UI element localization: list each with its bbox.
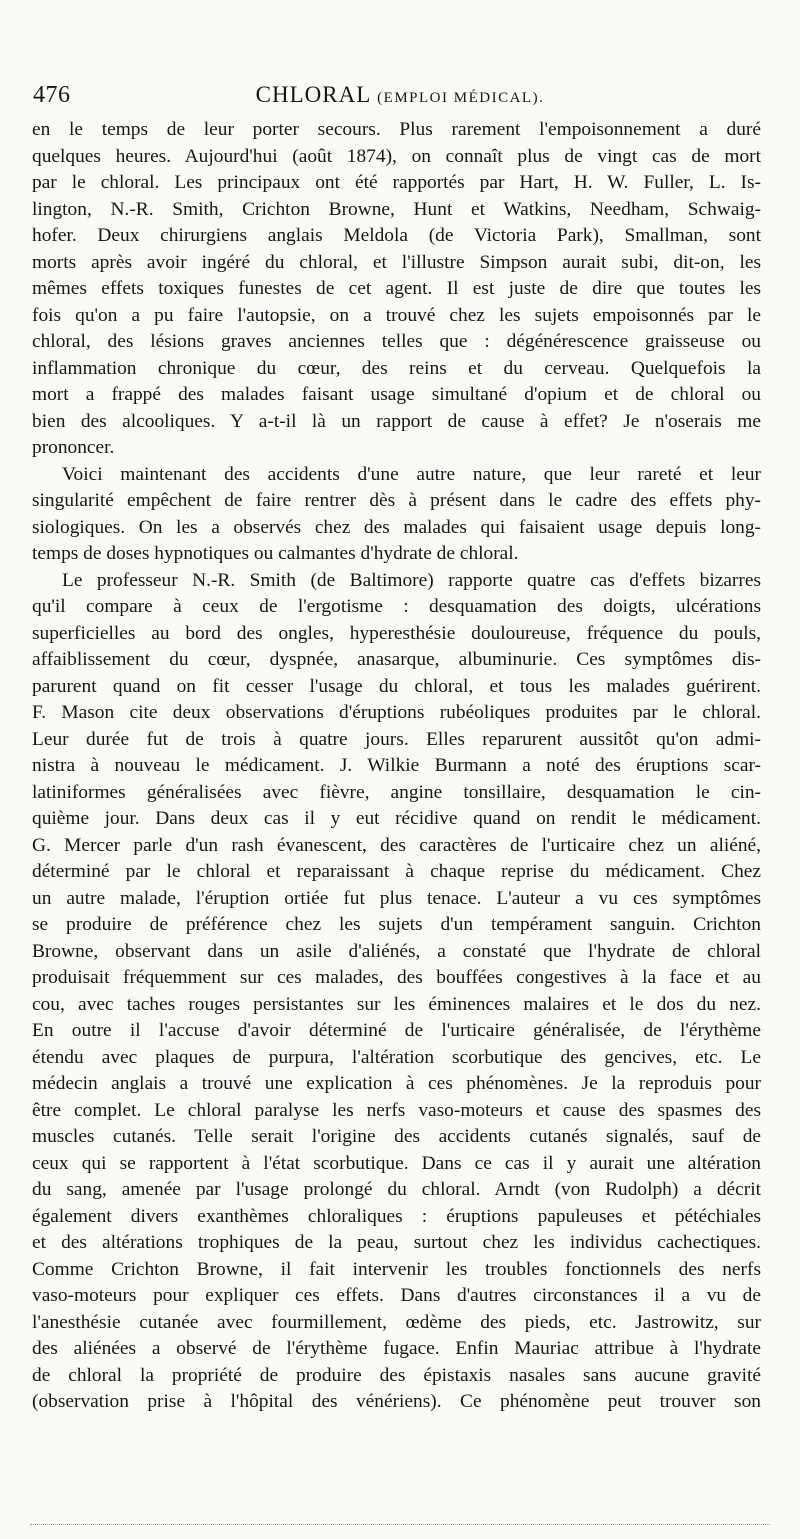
text-line: être complet. Le chloral paralyse les nerfs vaso-moteurs et cause des spasmes des xyxy=(32,1099,761,1121)
text-line: du sang, amenée par l'usage prolongé du chloral. Arndt (von Rudolph) a décrit xyxy=(32,1179,761,1200)
text-line: étendu avec plaques de purpura, l'altération scorbutique des gencives, etc. Le xyxy=(32,1046,761,1068)
text-line: par le chloral. Les principaux ont été rapportés par Hart, H. W. Fuller, L. Is- xyxy=(32,172,761,193)
text-line: Comme Crichton Browne, il fait intervenir les troubles fonctionnels des nerfs xyxy=(32,1258,761,1280)
text-line: muscles cutanés. Telle serait l'origine des accidents cutanés signalés, sauf de xyxy=(32,1126,761,1147)
text-line: l'anesthésie cutanée avec fourmillement, œdème des pieds, etc. Jastrowitz, sur xyxy=(32,1311,761,1333)
text-line: Voici maintenant des accidents d'une autre nature, que leur rareté et leur xyxy=(62,463,761,485)
text-line: (observation prise à l'hôpital des vénériens). Ce phénomène peut trouver son xyxy=(32,1391,761,1412)
text-line: quelques heures. Aujourd'hui (août 1874), on connaît plus de vingt cas de mort xyxy=(32,145,761,167)
text-line: et des altérations trophiques de la peau, surtout chez les individus cachectiques. xyxy=(32,1232,761,1253)
text-line: nistra à nouveau le médicament. J. Wilkie Burmann a noté des éruptions scar- xyxy=(32,755,761,776)
text-line: hofer. Deux chirurgiens anglais Meldola (de Victoria Park), Smallman, sont xyxy=(32,225,761,246)
paragraph xyxy=(32,568,761,1416)
running-title-main: CHLORAL xyxy=(255,82,371,107)
text-line: bien des alcooliques. Y a-t-il là un rapport de cause à effet? Je n'oserais me xyxy=(32,410,761,432)
text-line: également divers exanthèmes chloraliques : éruptions papuleuses et pétéchiales xyxy=(32,1205,761,1227)
body-text xyxy=(32,117,761,1416)
text-line: inflammation chronique du cœur, des reins et du cerveau. Quelquefois la xyxy=(32,357,761,379)
text-line: parurent quand on fit cesser l'usage du chloral, et tous les malades guérirent. xyxy=(32,675,761,697)
running-title-subtitle: (EMPLOI MÉDICAL). xyxy=(377,90,545,106)
text-line: siologiques. On les a observés chez des malades qui faisaient usage depuis long- xyxy=(32,516,761,538)
text-line: des aliénées a observé de l'érythème fugace. Enfin Mauriac attribue à l'hydrate xyxy=(32,1338,761,1359)
text-line: morts après avoir ingéré du chloral, et l'illustre Simpson aurait subi, dit-on, les xyxy=(32,251,761,273)
text-line: superficielles au bord des ongles, hyperesthésie douloureuse, fréquence du pouls, xyxy=(32,622,761,644)
text-line: ceux qui se rapportent à l'état scorbutique. Dans ce cas il y aurait une altération xyxy=(32,1152,761,1174)
text-line: chloral, des lésions graves anciennes telles que : dégénérescence graisseuse ou xyxy=(32,331,761,352)
text-line: temps de doses hypnotiques ou calmantes d'hydrate de chloral. xyxy=(32,543,519,564)
text-line: vaso-moteurs pour expliquer ces effets. Dans d'autres circonstances il a vu de xyxy=(32,1285,761,1306)
text-line: déterminé par le chloral et reparaissant à chaque reprise du médicament. Chez xyxy=(32,861,761,882)
text-line: G. Mercer parle d'un rash évanescent, des caractères de l'urticaire chez un aliéné, xyxy=(32,834,761,856)
page-header xyxy=(0,82,800,112)
text-line: En outre il l'accuse d'avoir déterminé de l'urticaire généralisée, de l'érythème xyxy=(32,1020,761,1041)
text-line: latiniformes généralisées avec fièvre, angine tonsillaire, desquamation le cin- xyxy=(32,781,761,803)
text-line: mêmes effets toxiques funestes de cet agent. Il est juste de dire que toutes les xyxy=(32,278,761,299)
text-line: Leur durée fut de trois à quatre jours. Elles reparurent aussitôt qu'on admi- xyxy=(32,728,761,750)
text-line: se produire de préférence chez les sujets d'un tempérament sanguin. Crichton xyxy=(32,914,761,935)
text-line: un autre malade, l'éruption ortiée fut plus tenace. L'auteur a vu ces symptômes xyxy=(32,887,761,909)
text-line: qu'il compare à ceux de l'ergotisme : desquamation des doigts, ulcérations xyxy=(32,596,761,617)
text-line: affaiblissement du cœur, dyspnée, anasarque, albuminurie. Ces symptômes dis- xyxy=(32,649,761,670)
text-line: prononcer. xyxy=(32,437,115,458)
text-line: Le professeur N.-R. Smith (de Baltimore) rapporte quatre cas d'effets bizarres xyxy=(62,569,761,591)
page-number: 476 xyxy=(33,82,71,108)
text-line: quième jour. Dans deux cas il y eut récidive quand on rendit le médicament. xyxy=(32,808,761,829)
paragraph xyxy=(32,462,761,568)
text-line: lington, N.-R. Smith, Crichton Browne, Hunt et Watkins, Needham, Schwaig- xyxy=(32,198,761,220)
text-line: en le temps de leur porter secours. Plus rarement l'empoisonnement a duré xyxy=(32,119,761,140)
text-line: produisait fréquemment sur ces malades, des bouffées congestives à la face et au xyxy=(32,967,761,988)
footer-rule xyxy=(30,1524,770,1525)
paragraph xyxy=(32,117,761,462)
text-line: médecin anglais a trouvé une explication à ces phénomènes. Je la reproduis pour xyxy=(32,1073,761,1094)
text-line: de chloral la propriété de produire des épistaxis nasales sans aucune gravité xyxy=(32,1364,761,1386)
text-line: singularité empêchent de faire rentrer dès à présent dans le cadre des effets phy- xyxy=(32,490,761,511)
running-title xyxy=(0,82,800,108)
text-line: mort a frappé des malades faisant usage simultané d'opium et de chloral ou xyxy=(32,384,761,405)
text-line: fois qu'on a pu faire l'autopsie, on a trouvé chez les sujets empoisonnés par le xyxy=(32,304,761,326)
text-line: F. Mason cite deux observations d'éruptions rubéoliques produites par le chloral. xyxy=(32,702,761,723)
text-line: cou, avec taches rouges persistantes sur les éminences malaires et le dos du nez. xyxy=(32,993,761,1015)
text-line: Browne, observant dans un asile d'aliénés, a constaté que l'hydrate de chloral xyxy=(32,940,761,962)
